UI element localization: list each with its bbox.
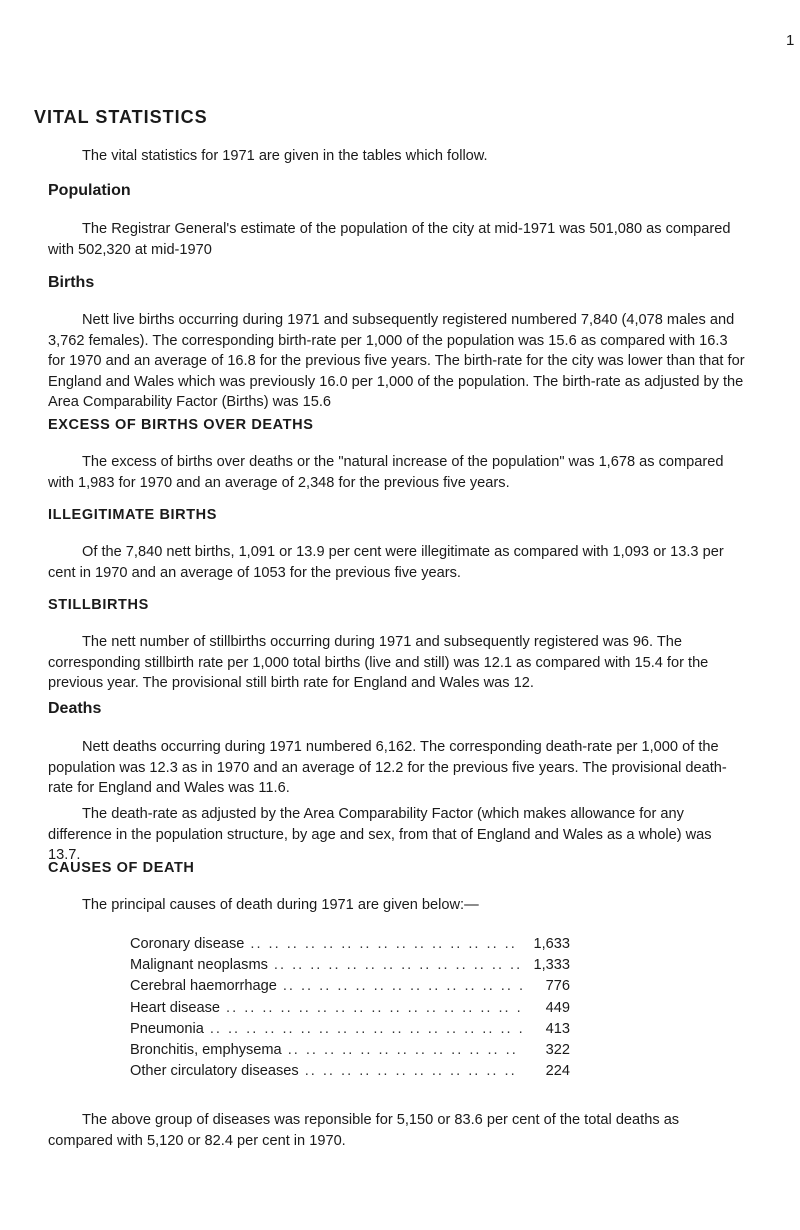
illegitimate-heading: ILLEGITIMATE BIRTHS [48, 507, 218, 523]
births-heading: Births [48, 274, 95, 291]
deaths-paragraph-1 [48, 737, 748, 799]
excess-paragraph [48, 452, 748, 493]
cause-label: Bronchitis, emphysema [130, 1041, 282, 1058]
cause-label: Cerebral haemorrhage [130, 978, 277, 995]
causes-heading: CAUSES OF DEATH [48, 860, 195, 876]
cause-value: 449 [545, 999, 570, 1016]
cause-value: 1,633 [533, 936, 570, 952]
causes-of-death-list [130, 936, 570, 1084]
deaths-text-1: Nett deaths occurring during 1971 numbered 6,162. The corresponding death-rate per 1,000 of the population was 12.3 as in 1970 and an average of 12.2 for the previous five years. The provisional death-rate for England and Wales was 11.6. [48, 739, 727, 796]
cause-label: Pneumonia [130, 1020, 204, 1037]
deaths-paragraph-2 [48, 804, 748, 866]
population-heading: Population [48, 182, 131, 199]
births-paragraph [48, 310, 748, 413]
page-title: VITAL STATISTICS [34, 107, 208, 127]
causes-summary-text: The above group of diseases was reponsible for 5,150 or 83.6 per cent of the total deaths as compared with 5,120 or 82.4 per cent in 1970. [48, 1112, 680, 1149]
leader-dots [288, 1042, 522, 1058]
causes-intro-text: The principal causes of death during 1971 are given below:— [82, 897, 479, 913]
births-text: Nett live births occurring during 1971 and subsequently registered numbered 7,840 (4,078 males and 3,762 females). The corresponding birth-rate per 1,000 of the population was 15.6 as compared with 16.3 for 1970 and an average of 16.8 for the previous five years. The birth-rate for the city was lower than that for England and Wales which was previously 16.0 per 1,000 of the population. The birth-rate as adjusted by the Area Comparability Factor (Births) was 15.6 [48, 312, 745, 410]
causes-summary-paragraph [48, 1110, 748, 1151]
list-item [130, 1000, 570, 1021]
cause-label: Coronary disease [130, 936, 245, 952]
cause-value: 1,333 [533, 957, 570, 974]
list-item [130, 957, 570, 978]
intro-text: The vital statistics for 1971 are given in the tables which follow. [82, 148, 488, 164]
list-item [130, 1021, 570, 1042]
excess-text: The excess of births over deaths or the "natural increase of the population" was 1,678 as compared with 1,983 for 1970 and an average of 2,348 for the previous five years. [48, 454, 724, 491]
leader-dots [250, 936, 522, 952]
population-paragraph [48, 219, 748, 260]
illegitimate-text: Of the 7,840 nett births, 1,091 or 13.9 per cent were illegitimate as compared with 1,093 or 13.3 per cent in 1970 and an average of 1053 for the previous five years. [48, 544, 724, 581]
list-item [130, 936, 570, 957]
list-item [130, 1063, 570, 1084]
leader-dots [226, 1000, 522, 1016]
cause-value: 776 [545, 978, 570, 995]
stillbirths-text: The nett number of stillbirths occurring during 1971 and subsequently registered was 96. The corresponding stillbirth rate per 1,000 total births (live and still) was 12.1 as compared with 15.4 for the previous year. The provisional still birth rate for England and Wales was 12. [48, 634, 709, 691]
cause-value: 224 [545, 1063, 570, 1080]
leader-dots [274, 957, 522, 973]
page-number: 1 [786, 32, 795, 49]
leader-dots [210, 1021, 522, 1037]
population-text: The Registrar General's estimate of the population of the city at mid-1971 was 501,080 as compared with 502,320 at mid-1970 [48, 221, 731, 258]
causes-intro-paragraph [48, 895, 748, 916]
cause-label: Other circulatory diseases [130, 1063, 299, 1080]
stillbirths-heading: STILLBIRTHS [48, 597, 149, 613]
list-item [130, 978, 570, 999]
deaths-heading: Deaths [48, 700, 102, 717]
deaths-text-2: The death-rate as adjusted by the Area Comparability Factor (which makes allowance for any difference in the population structure, by age and sex, from that of England and Wales as a whole) was 13.7. [48, 806, 712, 863]
cause-label: Heart disease [130, 999, 221, 1016]
leader-dots [283, 978, 522, 994]
cause-label: Malignant neoplasms [130, 957, 268, 974]
cause-value: 413 [545, 1020, 570, 1037]
stillbirths-paragraph [48, 632, 748, 694]
leader-dots [305, 1063, 522, 1079]
illegitimate-paragraph [48, 542, 748, 583]
cause-value: 322 [545, 1041, 570, 1058]
list-item [130, 1042, 570, 1063]
intro-paragraph [48, 146, 748, 167]
excess-heading: EXCESS OF BIRTHS OVER DEATHS [48, 417, 314, 433]
